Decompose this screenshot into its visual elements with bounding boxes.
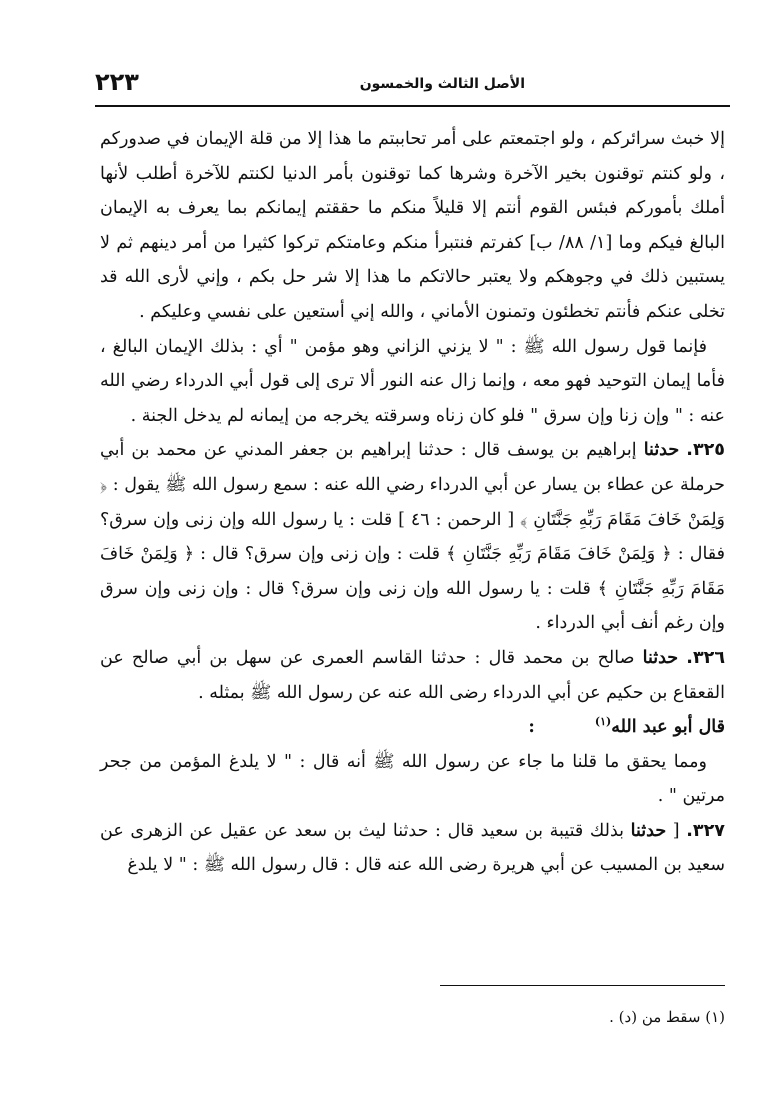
subheading-colon: : [528,717,535,738]
hadith-number: ٣٢٧. [686,820,725,841]
main-text [100,122,725,883]
paragraph-commentary: ومما يحقق ما قلنا ما جاء عن رسول الله ﷺ أنه قال : " لا يلدغ المؤمن من جحر مرتين " . [100,751,725,807]
hadith-text: إبراهيم بن يوسف قال : حدثنا إبراهيم بن جعفر المدني عن محمد بن أبي حرملة عن عطاء بن يسار عن أبي الدرداء رضي الله عنه : سمع رسول الله ﷺ يقول : ﴿ وَلِمَنْ خَافَ مَقَامَ رَبِّهِ جَنَّتَانِ ﴾ [ الرحمن : ٤٦ ] قلت : يا رسول الله وإن زنى وإن سرق؟ فقال : ﴿ وَلِمَنْ خَافَ مَقَامَ رَبِّهِ جَنَّتَانِ ﴾ قلت : وإن زنى وإن سرق؟ قال : ﴿ وَلِمَنْ خَافَ مَقَامَ رَبِّهِ جَنَّتَانِ ﴾ قلت : يا رسول الله وإن زنى وإن سرق؟ قال : وإن زنى وإن سرق وإن رغم أنف أبي الدرداء . [100,440,725,634]
author-subheading [100,710,725,745]
haddathana-word: حدثنا [630,820,667,841]
footnote-rule [440,985,725,986]
hadith-325 [100,433,725,641]
page-number: ٢٢٣ [95,68,139,96]
paragraph-continued: إلا خبث سرائركم ، ولو اجتمعتم على أمر تحاببتم ما هذا إلا من قلة الإيمان في صدوركم ، ولو كنتم توقنون بخير الآخرة وشرها كما توقنون بأمر الدنيا لكنتم للآخرة أطلب لأنها أملك بأموركم فبئس القوم أنتم إلا قليلاً منكم ما حققتم إيمانكم بما يعرف به الإيمان البالغ فيكم وما [١/ ٨٨/ ب] كفرتم فنتبرأ منكم وعامتكم تركوا كثيرا من أمر دينهم ثم لا يستبين ذلك في وجوهكم ولا يعتبر حالاتكم ما هذا إلا شر حل بكم ، وإني لأرى الله قد تخلى عنكم فأنتم تخطئون وتمنون الأماني ، والله إني أستعين على نفسي وعليكم . [100,129,725,322]
open-bracket: [ [672,820,680,841]
chapter-title: الأصل الثالث والخمسون [359,76,525,92]
hadith-text: بذلك قتيبة بن سعيد قال : حدثنا ليث بن سعد عن عقيل عن الزهرى عن سعيد بن المسيب عن أبي هريرة رضى الله عنه قال : قال رسول الله ﷺ : " لا يلدغ [100,820,725,876]
hadith-326 [100,641,725,710]
hadith-number: ٣٢٦. [686,647,725,668]
haddathana-word: حدثنا [643,440,680,461]
paragraph-commentary: فإنما قول رسول الله ﷺ : " لا يزني الزاني وهو مؤمن " أي : بذلك الإيمان البالغ ، فأما إيمان التوحيد فهو معه ، وإنما زال عنه النور ألا ترى إلى قول أبي الدرداء رضي الله عنه : " وإن زنا وإن سرق " فلو كان زناه وسرقته يخرجه من إيمانه لم يدخل الجنة . [100,336,725,426]
header-rule [95,105,730,107]
subheading-text: قال أبو عبد الله [611,717,725,738]
hadith-text: صالح بن محمد قال : حدثنا القاسم العمرى عن سهل بن أبي صالح عن القعقاع بن حكيم عن أبي الدرداء رضى الله عنه عن رسول الله ﷺ بمثله . [100,647,725,703]
hadith-327 [100,814,725,883]
footnote-reference: (١) [594,715,612,729]
hadith-number: ٣٢٥. [686,440,725,461]
running-header [95,68,730,102]
haddathana-word: حدثنا [642,647,679,668]
footnote: (١) سقط من (د) . [609,1008,725,1026]
